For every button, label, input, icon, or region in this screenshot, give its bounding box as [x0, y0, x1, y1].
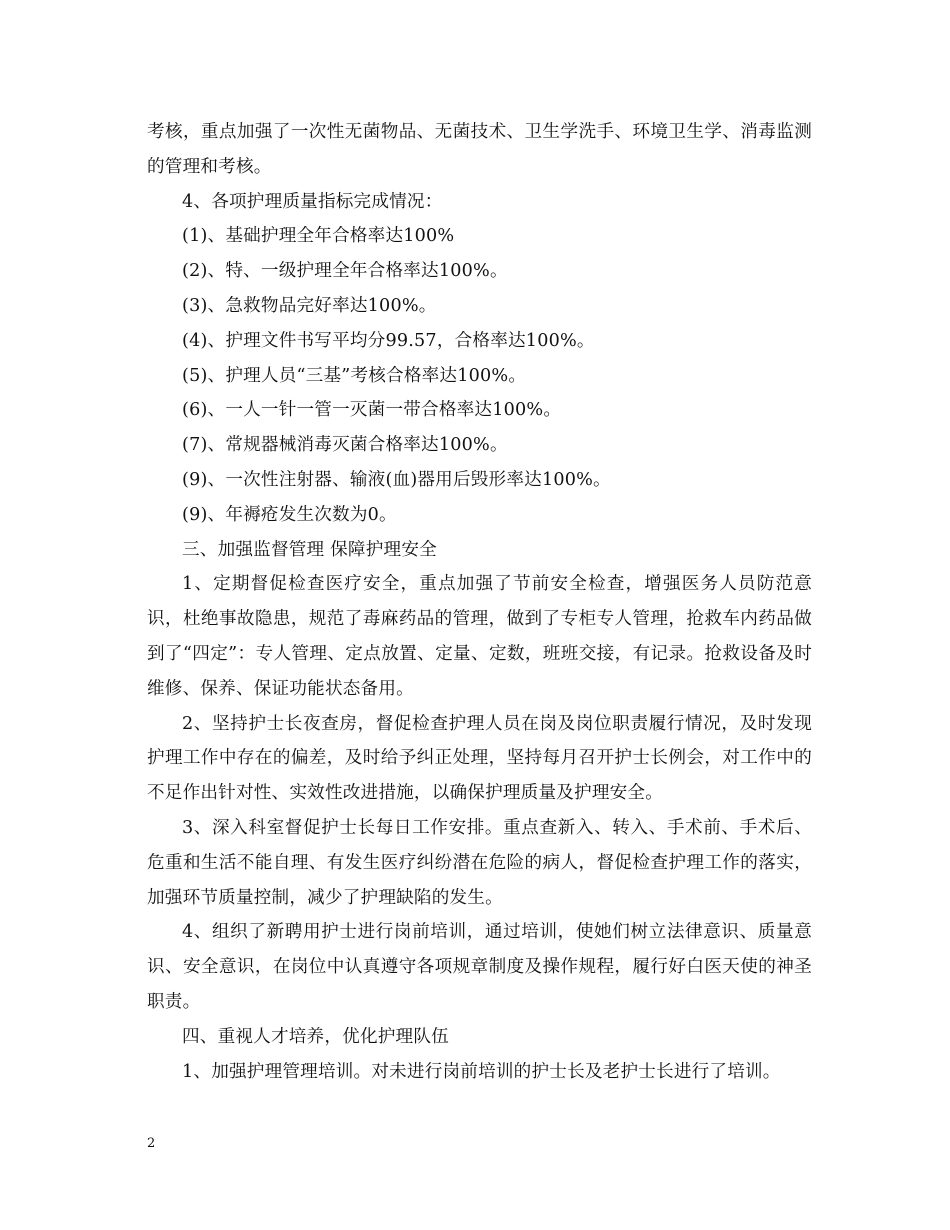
list-item-indicator-5: (5)、护理人员“三基”考核合格率达100%。 — [182, 365, 527, 386]
list-item-indicator-3: (3)、急救物品完好率达100%。 — [182, 295, 437, 316]
paragraph-training-1: 1、加强护理管理培训。对未进行岗前培训的护士长及老护士长进行了培训。 — [182, 1061, 781, 1082]
list-item-indicator-8: (9)、一次性注射器、输液(血)器用后毁形率达100%。 — [182, 469, 611, 490]
section-heading-4: 四、重视人才培养，优化护理队伍 — [182, 1026, 449, 1047]
list-item-indicator-2: (2)、特、一级护理全年合格率达100%。 — [182, 261, 508, 282]
page-number: 2 — [147, 1136, 156, 1151]
list-item-indicator-7: (7)、常规器械消毒灭菌合格率达100%。 — [182, 435, 508, 456]
section-heading-3: 三、加强监督管理 保障护理安全 — [182, 539, 437, 560]
list-item-indicator-1: (1)、基础护理全年合格率达100% — [182, 226, 455, 247]
paragraph-safety-3: 3、深入科室督促护士长每日工作安排。重点查新入、转入、手术前、手术后、危重和生活不能自理、有发生医疗纠纷潜在危险的病人，督促检查护理工作的落实，加强环节质量控制，减少了护理缺陷的发生。 — [147, 817, 812, 908]
paragraph-safety-1: 1、定期督促检查医疗安全，重点加强了节前安全检查，增强医务人员防范意识，杜绝事故隐患，规范了毒麻药品的管理，做到了专柜专人管理，抢救车内药品做到了“四定”：专人管理、定点放置、定量、定数，班班交接，有记录。抢救设备及时维修、保养、保证功能状态备用。 — [147, 574, 812, 699]
paragraph-safety-4: 4、组织了新聘用护士进行岗前培训，通过培训，使她们树立法律意识、质量意识、安全意识，在岗位中认真遵守各项规章制度及操作规程，履行好白医天使的神圣职责。 — [147, 922, 812, 1012]
document-body — [147, 115, 812, 1089]
list-item-indicator-6: (6)、一人一针一管一灭菌一带合格率达100%。 — [182, 400, 562, 421]
paragraph-continuation: 考核，重点加强了一次性无菌物品、无菌技术、卫生学洗手、环境卫生学、消毒监测的管理和考核。 — [147, 122, 812, 177]
paragraph-heading-indicators: 4、各项护理质量指标完成情况： — [182, 191, 443, 212]
list-item-indicator-4: (4)、护理文件书写平均分99.57，合格率达100%。 — [182, 330, 595, 351]
list-item-indicator-9: (9)、年褥疮发生次数为0。 — [182, 504, 397, 525]
paragraph-safety-2: 2、坚持护士长夜查房，督促检查护理人员在岗及岗位职责履行情况，及时发现护理工作中存在的偏差，及时给予纠正处理，坚持每月召开护士长例会，对工作中的不足作出针对性、实效性改进措施，以确保护理质量及护理安全。 — [147, 713, 812, 804]
